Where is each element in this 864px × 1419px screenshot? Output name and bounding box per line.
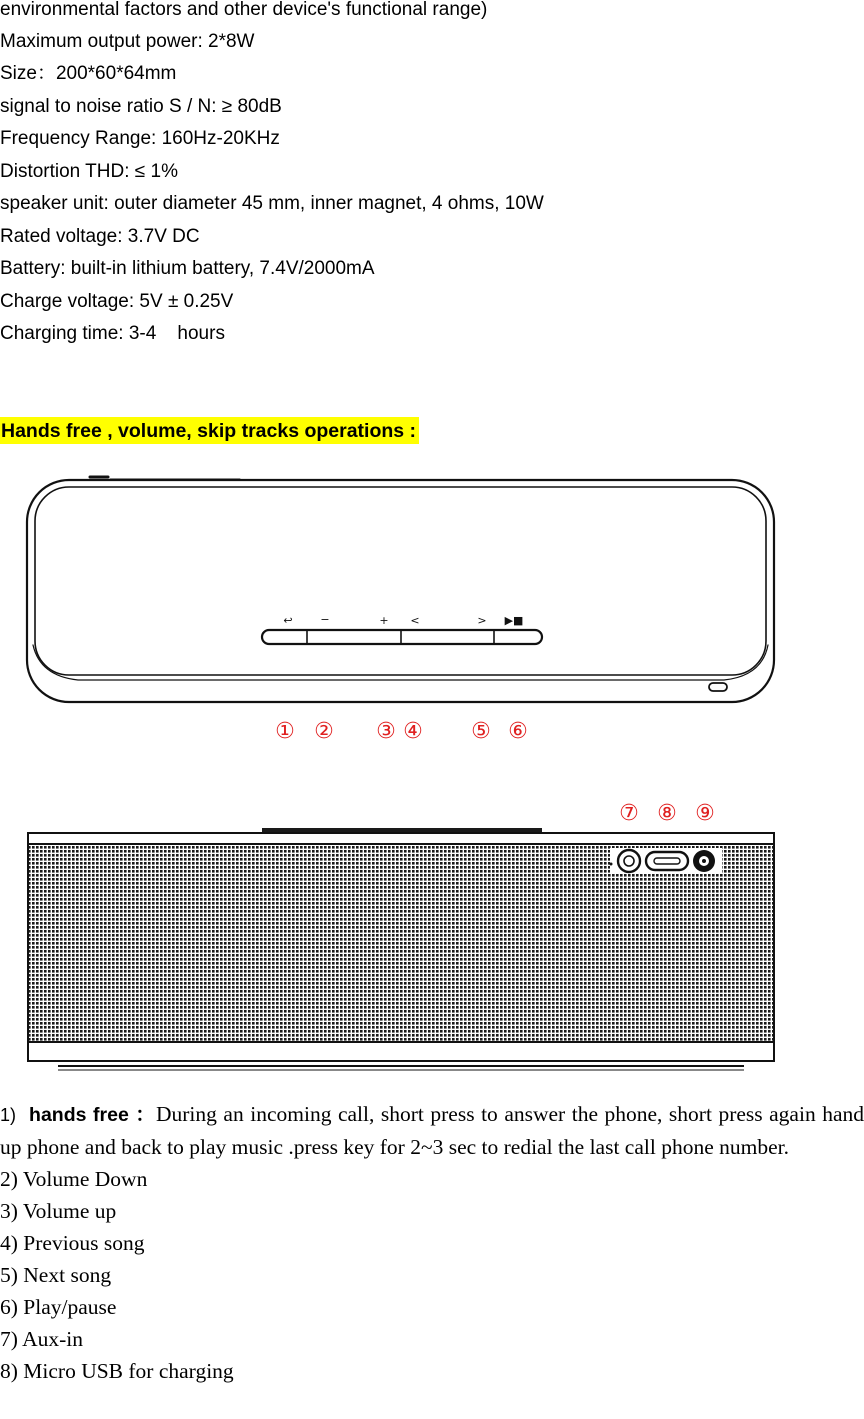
spec-line-distortion: Distortion THD: ≤ 1% <box>0 161 178 182</box>
spec-line-output-power: Maximum output power: 2*8W <box>0 31 255 52</box>
callout-4: ④ <box>403 719 423 744</box>
control-button-bar <box>262 630 542 644</box>
item-volume-down: 2) Volume Down <box>0 1167 148 1191</box>
item-micro-usb: 8) Micro USB for charging <box>0 1359 234 1383</box>
micro-usb-port-icon <box>646 852 688 870</box>
item-volume-up: 3) Volume up <box>0 1199 117 1223</box>
item-next-song: 5) Next song <box>0 1263 112 1287</box>
item-previous-song: 4) Previous song <box>0 1231 145 1255</box>
speaker-top-view <box>27 477 774 702</box>
spec-line-snr: signal to noise ratio S / N: ≥ 80dB <box>0 96 282 117</box>
item-play-pause: 6) Play/pause <box>0 1295 117 1319</box>
aux-in-port-icon <box>618 850 640 872</box>
spec-line-charging-time: Charging time: 3-4 hours <box>0 323 225 344</box>
play-pause-icon: ▶■ <box>504 614 524 627</box>
volume-up-icon: + <box>379 614 389 627</box>
item-1-prefix: 1) <box>0 1105 17 1125</box>
section-heading: Hands free , volume, skip tracks operations : <box>0 417 419 444</box>
speaker-diagram <box>0 450 864 1080</box>
item-hands-free <box>0 1098 864 1163</box>
volume-down-icon: − <box>320 613 330 626</box>
spec-line-charge-voltage: Charge voltage: 5V ± 0.25V <box>0 291 234 312</box>
item-1-text: During an incoming call, short press to answer the phone, short press again hand up phone and back to play music .press key for 2~3 sec to redial the last call phone number. <box>0 1102 864 1159</box>
item-aux-in: 7) Aux-in <box>0 1327 84 1351</box>
callout-6: ⑥ <box>508 719 528 744</box>
port-panel <box>610 848 723 874</box>
spec-line-frequency: Frequency Range: 160Hz-20KHz <box>0 128 280 149</box>
spec-line-range: environmental factors and other device's functional range) <box>0 0 488 20</box>
spec-line-speaker-unit: speaker unit: outer diameter 45 mm, inner magnet, 4 ohms, 10W <box>0 193 544 214</box>
indicator-dot <box>610 863 613 866</box>
item-1-label: hands free ： <box>29 1104 156 1126</box>
callout-8: ⑧ <box>657 801 677 826</box>
hands-free-icon: ↩ <box>283 614 293 627</box>
callout-1: ① <box>275 719 295 744</box>
spec-line-size: Size：200*60*64mm <box>0 63 177 84</box>
description-list <box>0 1098 864 1387</box>
spec-line-battery: Battery: built-in lithium battery, 7.4V/2000mA <box>0 258 375 279</box>
callout-7: ⑦ <box>619 801 639 826</box>
callout-5: ⑤ <box>471 719 491 744</box>
callout-2: ② <box>314 719 334 744</box>
power-switch-icon <box>693 850 715 872</box>
spec-line-rated-voltage: Rated voltage: 3.7V DC <box>0 226 200 247</box>
next-song-icon: > <box>477 614 487 627</box>
callout-9: ⑨ <box>695 801 715 826</box>
previous-song-icon: < <box>410 614 420 627</box>
callout-3: ③ <box>376 719 396 744</box>
